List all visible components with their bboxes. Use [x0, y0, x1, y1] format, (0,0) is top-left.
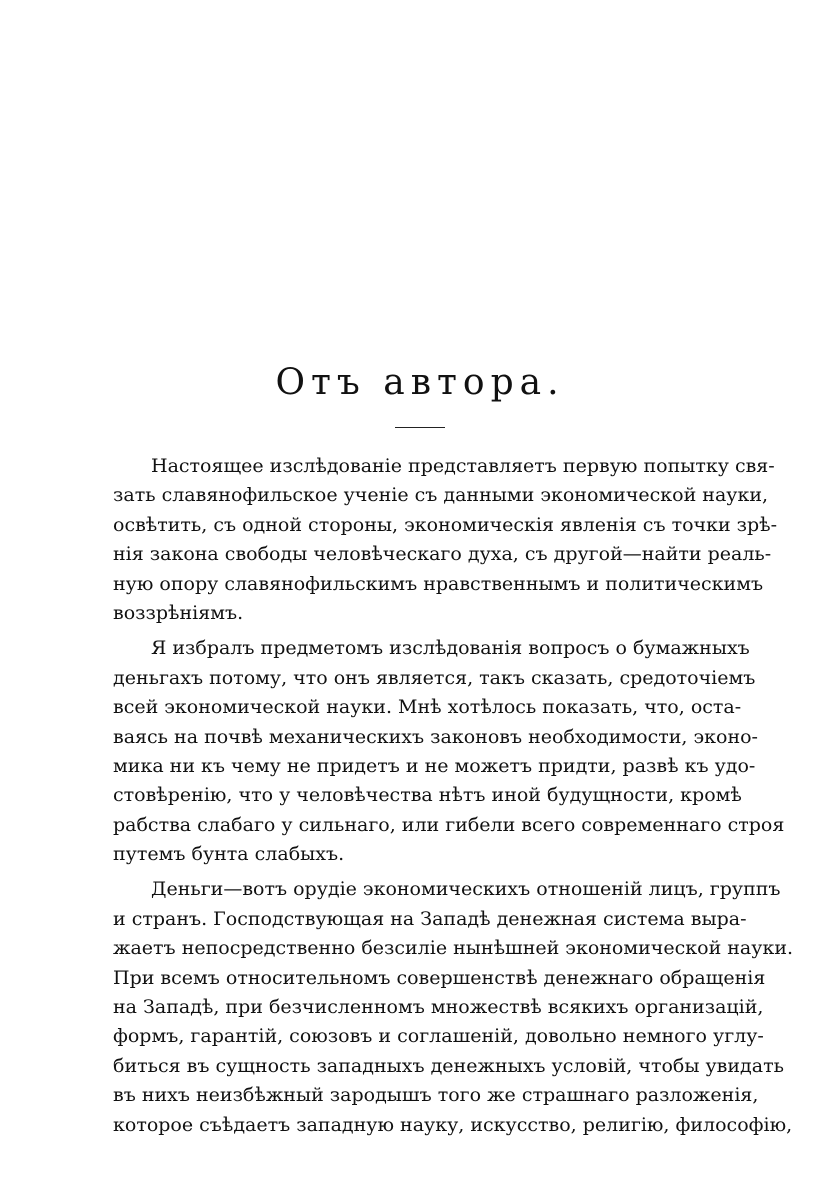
text-line: Я избралъ предметомъ изслѣдованія вопросъ о бумажныхъ	[151, 637, 750, 660]
text-line: которое съѣдаетъ западную науку, искусство, религію, философію,	[113, 1113, 793, 1136]
text-line: нія закона свободы человѣческаго духа, съ другой—найти реаль-	[113, 543, 772, 566]
text-line: деньгахъ потому, что онъ является, такъ сказать, средоточіемъ	[113, 666, 756, 689]
text-line: биться въ сущность западныхъ денежныхъ условій, чтобы увидать	[113, 1054, 784, 1077]
text-line: формъ, гарантій, союзовъ и соглашеній, довольно немного углу-	[113, 1025, 764, 1048]
text-line: на Западѣ, при безчисленномъ множествѣ всякихъ организацій,	[113, 996, 764, 1019]
text-line: Деньги—вотъ орудіе экономическихъ отношеній лицъ, группъ	[151, 878, 781, 901]
text-line: стовѣренію, что у человѣчества нѣтъ иной будущности, кромѣ	[113, 784, 742, 807]
text-line: Настоящее изслѣдованіе представляетъ первую попытку свя-	[151, 455, 775, 477]
text-line: всей экономической науки. Мнѣ хотѣлось показать, что, оста-	[113, 696, 742, 719]
text-line: ную опору славянофильскимъ нравственнымъ и политическимъ	[113, 572, 764, 595]
text-line: и странъ. Господствующая на Западѣ денежная система выра-	[113, 907, 747, 930]
text-line: въ нихъ неизбѣжный зародышъ того же страшнаго разложенія,	[113, 1084, 759, 1107]
body-text	[113, 452, 794, 1140]
chapter-title: Отъ автора.	[275, 362, 565, 403]
paragraph-2	[113, 634, 785, 869]
text-line: зать славянофильское ученіе съ данными экономической науки,	[113, 484, 769, 507]
text-line: воззрѣніямъ.	[113, 601, 244, 624]
text-line: рабства слабаго у сильнаго, или гибели всего современнаго строя	[113, 813, 785, 836]
text-line: жаетъ непосредственно безсиліе нынѣшней экономической науки.	[113, 937, 794, 960]
text-line: путемъ бунта слабыхъ.	[113, 843, 345, 866]
title-divider	[395, 427, 445, 428]
text-line: освѣтить, съ одной стороны, экономическія явленія съ точки зрѣ-	[113, 513, 778, 536]
text-line: ваясь на почвѣ механическихъ законовъ необходимости, эконо-	[113, 725, 758, 748]
paragraph-1	[113, 452, 778, 628]
paragraph-3	[113, 875, 794, 1140]
text-line: При всемъ относительномъ совершенствѣ денежнаго обращенія	[113, 966, 766, 989]
text-line: мика ни къ чему не придетъ и не можетъ придти, развѣ къ удо-	[113, 754, 756, 777]
